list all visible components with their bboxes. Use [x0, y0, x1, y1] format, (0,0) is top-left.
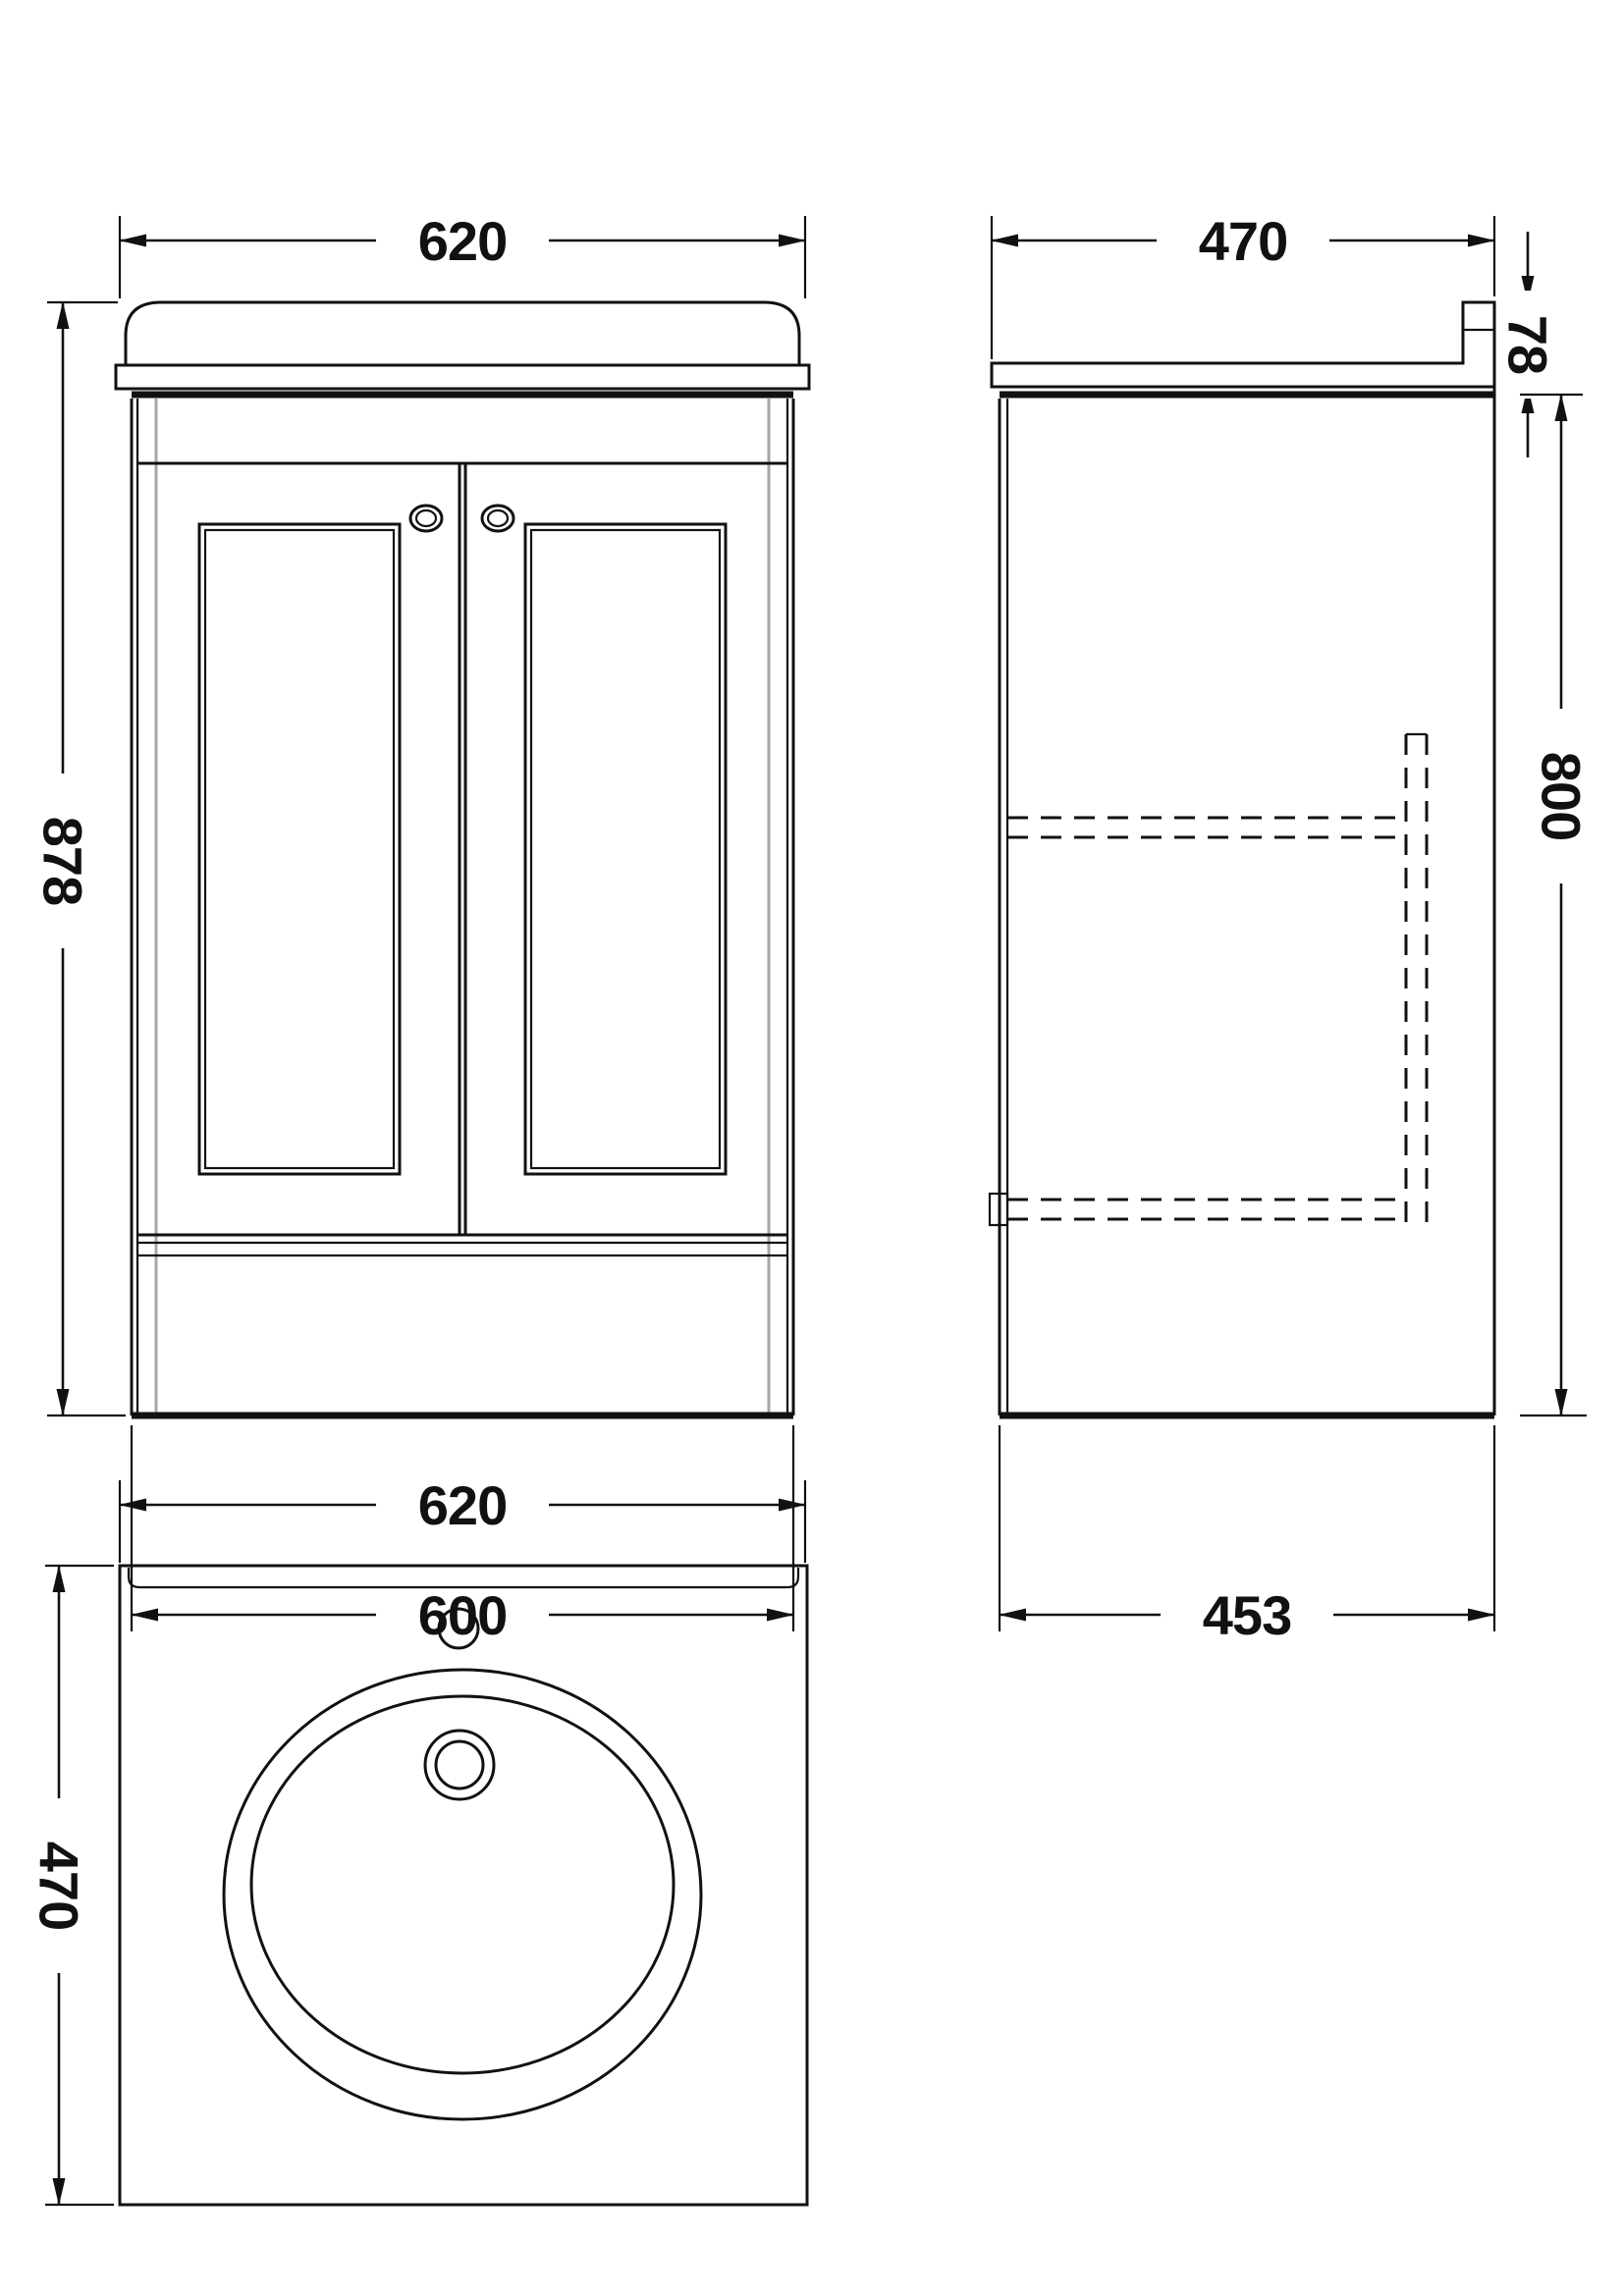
dimension-front-width-top	[120, 210, 805, 298]
dim-label-front-height: 878	[31, 816, 94, 906]
dim-label-front-width-top: 620	[417, 210, 508, 272]
door-knob-right-inner	[488, 510, 508, 526]
door-right-panel-outer	[525, 524, 726, 1174]
front-view	[31, 210, 809, 1646]
dimension-plan-depth	[27, 1566, 114, 2205]
basin-bowl-outer	[224, 1670, 701, 2119]
door-right-panel-inner	[531, 530, 720, 1168]
dim-label-plan-depth: 470	[27, 1841, 90, 1931]
dimension-front-height	[31, 302, 126, 1415]
waste-inner	[436, 1741, 483, 1789]
dim-label-side-upstand: 78	[1496, 314, 1559, 375]
worktop-lip-front	[116, 365, 809, 389]
dim-label-side-depth-bottom: 453	[1202, 1584, 1292, 1646]
door-left-panel-outer	[199, 524, 400, 1174]
dimension-side-depth-bottom	[1000, 1425, 1494, 1646]
dimension-side-depth-top	[992, 210, 1494, 359]
side-view	[990, 210, 1593, 1646]
dim-label-front-width-bottom: 600	[417, 1584, 508, 1646]
dim-label-side-height: 800	[1530, 751, 1593, 841]
basin-front-outline	[126, 302, 799, 365]
dim-label-side-depth-top: 470	[1198, 210, 1288, 272]
dim-label-plan-width: 620	[417, 1474, 508, 1536]
basin-bowl-inner	[251, 1696, 674, 2073]
dimension-side-upstand	[1497, 232, 1559, 457]
dimension-side-height	[1520, 395, 1593, 1415]
door-left-panel-inner	[205, 530, 394, 1168]
worktop-side-profile	[992, 302, 1494, 387]
door-knob-left-inner	[416, 510, 436, 526]
dimension-plan-width	[120, 1474, 805, 1563]
